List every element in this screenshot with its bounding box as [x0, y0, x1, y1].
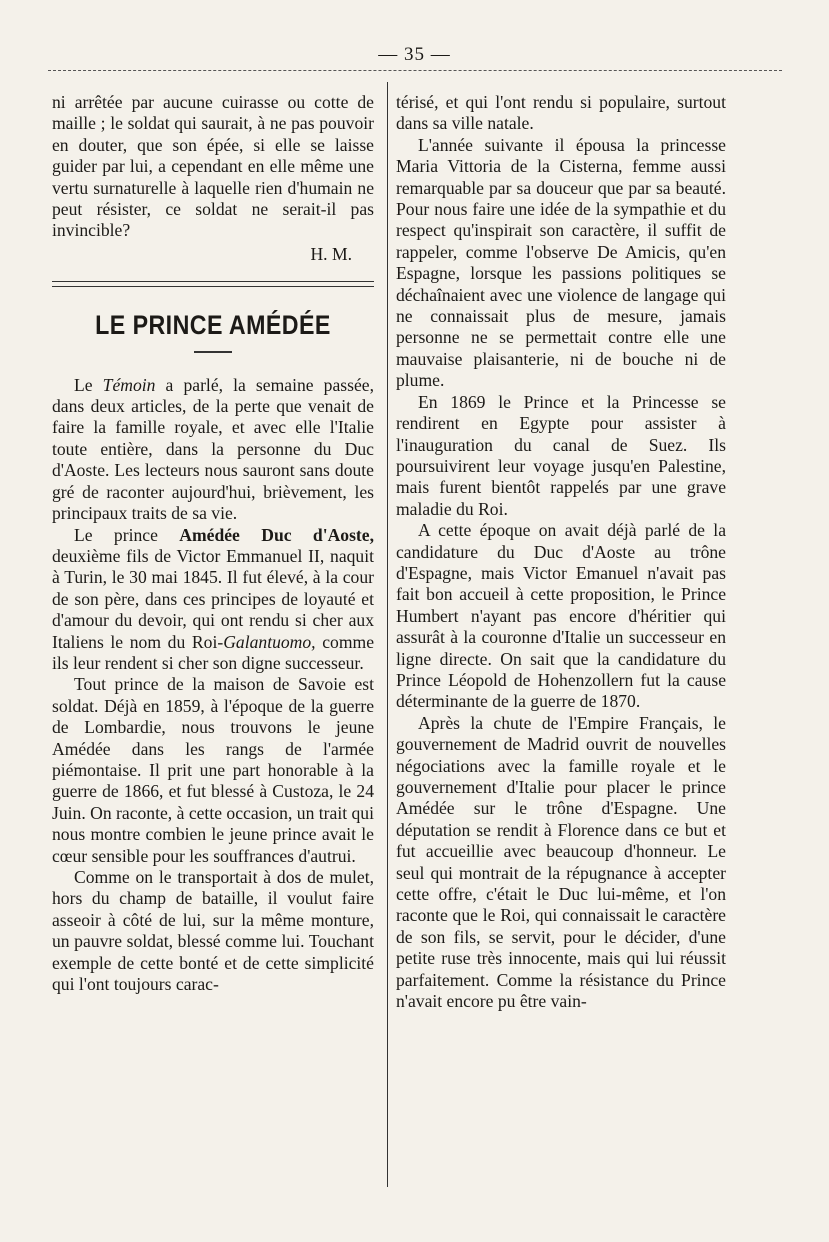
page-number: — 35 —: [378, 44, 451, 65]
left-column: [52, 92, 374, 995]
paragraph: A cette époque on avait déjà parlé de la candidature du Duc d'Aoste au trône d'Espagne, mais Victor Emanuel n'avait pas fait bon accueil à cette proposition, le Prince Humbert n'ayant pas encore d'héritier qui assurât à la couronne d'Italie un successeur en ligne directe. On sait que la candidature du Prince Léopold de Hohenzollern fut la cause déterminante de la guerre de 1870.: [396, 520, 726, 712]
italic-name: Galantuomo,: [223, 631, 316, 652]
title-dash: [194, 351, 232, 353]
italic-title: Témoin: [102, 374, 156, 395]
paragraph: En 1869 le Prince et la Princesse se rendirent en Egypte pour assister à l'inauguration du canal de Suez. Ils poursuivirent leur voyage jusqu'en Palestine, mais furent bientôt rappelés par une grave maladie du Roi.: [396, 391, 726, 519]
right-column: [396, 92, 726, 1012]
header-rule: [48, 70, 782, 71]
paragraph: Comme on le transportait à dos de mulet, hors du champ de bataille, il voulut faire asseoir à côté de lui, sur la même monture, un pauvre soldat, blessé comme lui. Touchant exemple de cette bonté et de cette simplicité qui l'ont toujours carac-: [52, 867, 374, 995]
article-title: LE PRINCE AMÉDÉE: [95, 310, 331, 341]
paragraph: Tout prince de la maison de Savoie est soldat. Déjà en 1859, à l'époque de la guerre de Lombardie, nous trouvons le jeune Amédée dans les rangs de l'armée piémontaise. Il prit une part honorable à la guerre de 1866, et fut blessé à Custoza, le 24 Juin. On raconte, à cette occasion, un trait qui nous montre combien le jeune prince avait le cœur sensible pour les souffrances d'autrui.: [52, 674, 374, 866]
column-divider: [387, 82, 388, 1187]
paragraph: Le prince Amédée Duc d'Aoste, deuxième fils de Victor Emmanuel II, naquit à Turin, le 30 mai 1845. Il fut élevé, à la cour de son père, dans ces principes de loyauté et d'amour du devoir, qui ont rendu si cher aux Italiens le nom du Roi-Galantuomo, comme ils leur rendent si cher son digne successeur.: [52, 524, 375, 673]
section-separator: [52, 281, 374, 287]
signature: H. M.: [310, 243, 352, 264]
paragraph: Après la chute de l'Empire Français, le gouvernement de Madrid ouvrit de nouvelles négociations avec la famille royale et le gouvernement d'Italie pour placer le prince Amédée sur le trône d'Espagne. Une députation se rendit à Florence dans ce but et fut accueillie avec beaucoup d'honneur. Le seul qui montrait de la répugnance à accepter cette offre, c'était le Duc lui-même, et l'on raconte que le Roi, qui connaissait le caractère de son fils, se servit, pour le décider, d'une petite ruse très innocente, mais qui lui réussit parfaitement. Comme la résistance du Prince n'avait encore pu être vain-: [396, 712, 726, 1012]
paragraph: térisé, et qui l'ont rendu si populaire, surtout dans sa ville natale.: [396, 92, 726, 134]
paragraph: Le Témoin a parlé, la semaine passée, dans deux articles, de la perte que venait de faire la famille royale, et avec elle l'Italie toute entière, dans la personne du Duc d'Aoste. Les lecteurs nous sauront sans doute gré de raconter aujourd'hui, brièvement, les principaux traits de sa vie.: [52, 374, 374, 524]
intro-paragraph: ni arrêtée par aucune cuirasse ou cotte de maille ; le soldat qui saurait, à ne pas pouvoir en douter, que son épée, si elle se laisse guider par lui, a cependant en elle même une vertu surnaturelle à laquelle rien d'humain ne peut résister, ce soldat ne serait-il pas invincible?: [52, 92, 374, 241]
bold-name: Amédée Duc d'Aoste,: [179, 524, 374, 545]
paragraph: L'année suivante il épousa la princesse Maria Vittoria de la Cisterna, femme aussi remarquable par sa douceur que par sa beauté. Pour nous faire une idée de la sympathie et du respect qu'inspirait son caractère, il suffit de rappeler, comme l'observe De Amicis, qu'en Espagne, lorsque les passions politiques se déchaînaient avec une violence de langage qui ne connaissait plus de mesure, jamais personne ne se permettait contre elle une mauvaise plaisanterie, ni de bouche ni de plume.: [396, 134, 726, 391]
